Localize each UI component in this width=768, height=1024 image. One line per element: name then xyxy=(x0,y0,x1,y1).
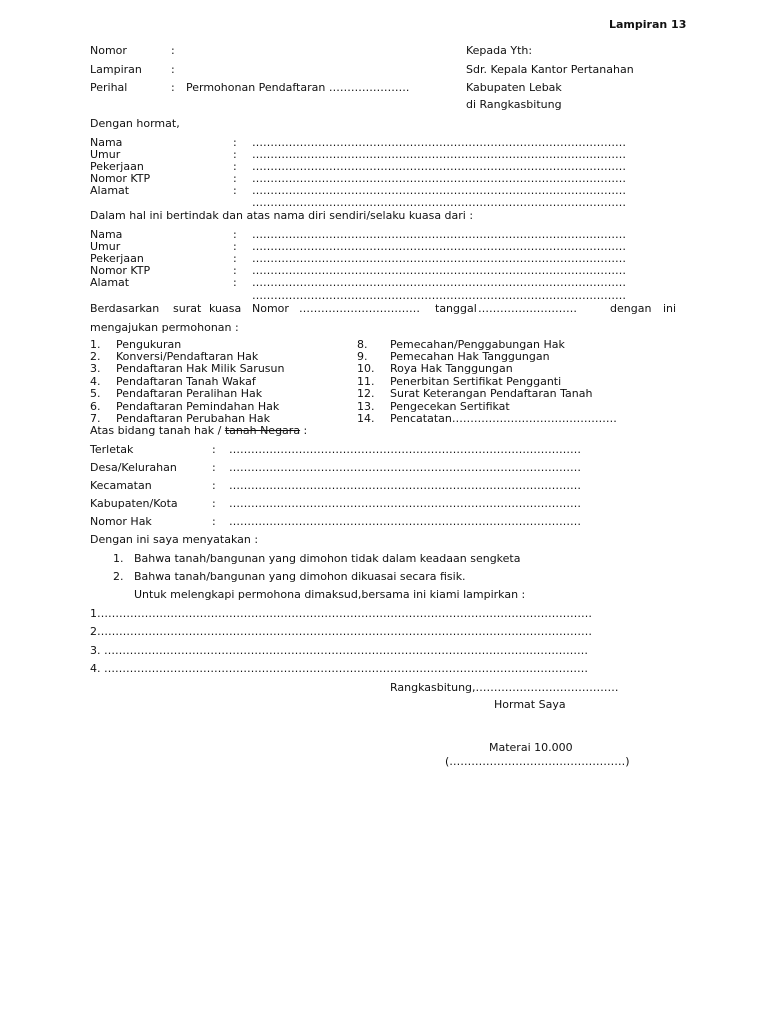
field-label: Nomor KTP xyxy=(90,172,151,185)
service-label: Pengecekan Sertifikat xyxy=(390,400,510,413)
fill-line: ………………………………………………………………………………………… xyxy=(252,289,626,302)
place-date: Rangkasbitung,………………………………… xyxy=(390,681,619,694)
poa-dots: ……………………… xyxy=(478,302,577,315)
service-label: Pendaftaran Perubahan Hak xyxy=(116,412,270,425)
attachment-number: Lampiran 13 xyxy=(609,18,687,31)
poa-word: dengan xyxy=(610,302,652,315)
colon: : xyxy=(212,461,216,474)
recipient-line: Kabupaten Lebak xyxy=(466,81,562,94)
poa-word: surat xyxy=(173,302,202,315)
statement-text: Bahwa tanah/bangunan yang dimohon dikuasai secara fisik. xyxy=(134,570,466,583)
fill-line: …………………………………………………………………………………… xyxy=(229,479,581,492)
service-label: Pemecahan/Penggabungan Hak xyxy=(390,338,565,351)
fill-line: …………………………………………………………………………………… xyxy=(229,443,581,456)
land-field-label: Nomor Hak xyxy=(90,515,152,528)
colon: : xyxy=(212,443,216,456)
colon: : xyxy=(233,136,237,149)
land-field-label: Terletak xyxy=(90,443,134,456)
statement-intro: Dengan ini saya menyatakan : xyxy=(90,533,259,546)
colon: : xyxy=(233,276,237,289)
fill-line: …………………………………………………………………………………… xyxy=(229,461,581,474)
fill-line: ………………………………………………………………………………………… xyxy=(252,136,626,149)
land-intro-text: Atas bidang tanah hak / xyxy=(90,424,225,437)
fill-line: ………………………………………………………………………………………… xyxy=(252,252,626,265)
service-num: 12. xyxy=(357,387,375,400)
colon: : xyxy=(212,479,216,492)
poa-word: ini xyxy=(663,302,677,315)
colon: : xyxy=(212,497,216,510)
colon: : xyxy=(171,44,175,57)
land-field-label: Kabupaten/Kota xyxy=(90,497,178,510)
colon: : xyxy=(233,252,237,265)
recipient-line: Sdr. Kepala Kantor Pertanahan xyxy=(466,63,634,76)
colon: : xyxy=(212,515,216,528)
service-label: Pendaftaran Peralihan Hak xyxy=(116,387,263,400)
service-num: 2. xyxy=(90,350,101,363)
signature-line: (…………………………………………) xyxy=(445,755,630,768)
statement-num: 2. xyxy=(113,570,124,583)
service-num: 13. xyxy=(357,400,375,413)
fill-line: …………………………………………………………………………………… xyxy=(229,515,581,528)
poa-word: Nomor xyxy=(252,302,289,315)
colon: : xyxy=(171,63,175,76)
colon: : xyxy=(233,172,237,185)
perihal-label: Perihal xyxy=(90,81,128,94)
colon: : xyxy=(233,264,237,277)
struck-text: tanah Negara xyxy=(224,424,301,437)
service-label: Pendaftaran Hak Milik Sarusun xyxy=(116,362,285,375)
nomor-label: Nomor xyxy=(90,44,127,57)
field-label: Alamat xyxy=(90,184,130,197)
land-intro xyxy=(90,424,307,437)
perihal-value: Permohonan Pendaftaran …………………. xyxy=(186,81,410,94)
colon: : xyxy=(233,228,237,241)
poa-word: tanggal xyxy=(435,302,477,315)
field-label: Nama xyxy=(90,228,123,241)
service-num: 4. xyxy=(90,375,101,388)
fill-line: ………………………………………………………………………………………… xyxy=(252,240,626,253)
service-num: 9. xyxy=(357,350,368,363)
field-label: Umur xyxy=(90,240,121,253)
field-label: Nama xyxy=(90,136,123,149)
field-label: Alamat xyxy=(90,276,130,289)
field-label: Nomor KTP xyxy=(90,264,151,277)
poa-line2: mengajukan permohonan : xyxy=(90,321,239,334)
colon: : xyxy=(233,148,237,161)
service-label: Surat Keterangan Pendaftaran Tanah xyxy=(390,387,593,400)
service-num: 14. xyxy=(357,412,375,425)
closing-regards: Hormat Saya xyxy=(494,698,566,711)
service-label: Pendaftaran Pemindahan Hak xyxy=(116,400,280,413)
service-label: Pemecahan Hak Tanggungan xyxy=(390,350,550,363)
stamp-duty: Materai 10.000 xyxy=(489,741,573,754)
service-label: Roya Hak Tanggungan xyxy=(390,362,513,375)
field-label: Pekerjaan xyxy=(90,252,144,265)
fill-line: ………………………………………………………………………………………… xyxy=(252,264,626,277)
salutation: Dengan hormat, xyxy=(90,117,180,130)
land-field-label: Desa/Kelurahan xyxy=(90,461,177,474)
fill-line: ………………………………………………………………………………………… xyxy=(252,196,626,209)
service-num: 1. xyxy=(90,338,101,351)
colon: : xyxy=(171,81,175,94)
fill-line: ………………………………………………………………………………………… xyxy=(252,276,626,289)
fill-line: ………………………………………………………………………………………… xyxy=(252,184,626,197)
service-num: 10. xyxy=(357,362,375,375)
service-label: Pendaftaran Tanah Wakaf xyxy=(116,375,256,388)
fill-line: …………………………………………………………………………………… xyxy=(229,497,581,510)
colon: : xyxy=(233,160,237,173)
service-num: 11. xyxy=(357,375,375,388)
attachment-line: 1……………………………………………………………………………………………………………………… xyxy=(90,607,592,620)
service-num: 8. xyxy=(357,338,368,351)
poa-dots: …………………………… xyxy=(299,302,420,315)
lampiran-label: Lampiran xyxy=(90,63,142,76)
land-field-label: Kecamatan xyxy=(90,479,152,492)
statement-num: 1. xyxy=(113,552,124,565)
land-intro-end: : xyxy=(300,424,308,437)
attachment-line: 2……………………………………………………………………………………………………………………… xyxy=(90,625,592,638)
poa-word: Berdasarkan xyxy=(90,302,160,315)
fill-line: ………………………………………………………………………………………… xyxy=(252,172,626,185)
recipient-line: Kepada Yth: xyxy=(466,44,533,57)
fill-line: ………………………………………………………………………………………… xyxy=(252,160,626,173)
attach-intro: Untuk melengkapi permohona dimaksud,bersama ini kiami lampirkan : xyxy=(134,588,526,601)
service-num: 7. xyxy=(90,412,101,425)
colon: : xyxy=(233,184,237,197)
poa-word: kuasa xyxy=(209,302,242,315)
service-num: 6. xyxy=(90,400,101,413)
attachment-line: 4. …………………………………………………………………………………………………………………… xyxy=(90,662,588,675)
service-label: Pengukuran xyxy=(116,338,182,351)
fill-line: ………………………………………………………………………………………… xyxy=(252,228,626,241)
service-num: 3. xyxy=(90,362,101,375)
service-label: Konversi/Pendaftaran Hak xyxy=(116,350,259,363)
field-label: Umur xyxy=(90,148,121,161)
service-label: Pencatatan……………………………………… xyxy=(390,412,617,425)
representing-text: Dalam hal ini bertindak dan atas nama diri sendiri/selaku kuasa dari : xyxy=(90,209,474,222)
service-label: Penerbitan Sertifikat Pengganti xyxy=(390,375,562,388)
service-num: 5. xyxy=(90,387,101,400)
fill-line: ………………………………………………………………………………………… xyxy=(252,148,626,161)
attachment-line: 3. …………………………………………………………………………………………………………………… xyxy=(90,644,588,657)
colon: : xyxy=(233,240,237,253)
statement-text: Bahwa tanah/bangunan yang dimohon tidak dalam keadaan sengketa xyxy=(134,552,521,565)
field-label: Pekerjaan xyxy=(90,160,144,173)
recipient-line: di Rangkasbitung xyxy=(466,98,562,111)
